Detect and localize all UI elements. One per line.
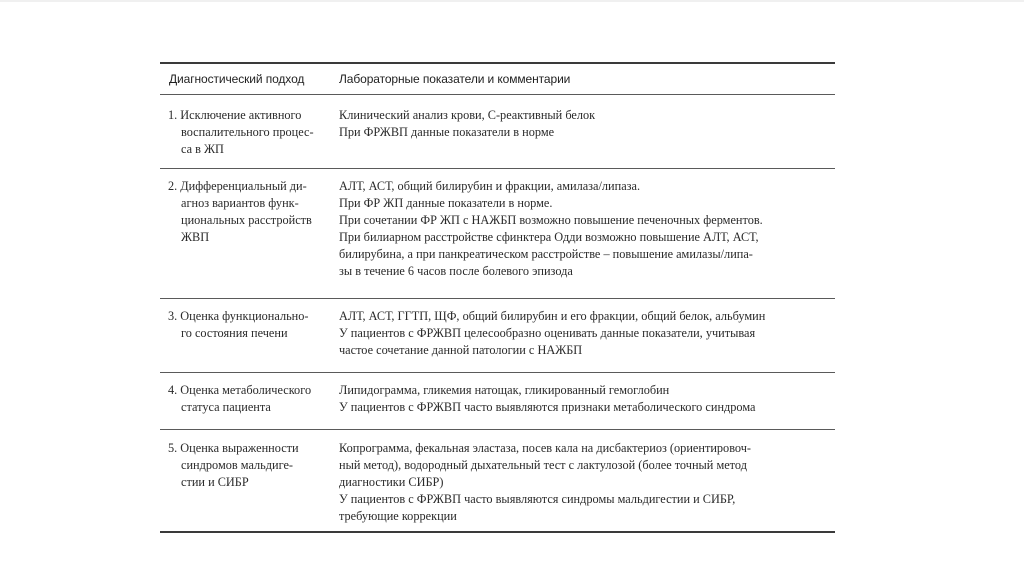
approach-line: агноз вариантов функ- <box>181 196 299 210</box>
comment-line: У пациентов с ФРЖВП целесообразно оценивать данные показатели, учитывая <box>339 326 756 340</box>
comment-line: АЛТ, АСТ, общий билирубин и фракции, амилаза/липаза. <box>339 179 641 193</box>
row-approach <box>160 440 338 531</box>
approach-line: статуса пациента <box>181 400 271 414</box>
comment-line: Копрограмма, фекальная эластаза, посев кала на дисбактериоз (ориентировоч- <box>339 441 752 455</box>
row-comments <box>338 382 835 429</box>
table-row <box>160 299 835 372</box>
comment-line: При сочетании ФР ЖП с НАЖБП возможно повышение печеночных ферментов. <box>339 213 763 227</box>
approach-line: 2. Дифференциальный ди- <box>168 179 307 193</box>
diagnostic-table <box>160 62 835 533</box>
approach-line: са в ЖП <box>181 142 224 156</box>
comment-line: Клинический анализ крови, С-реактивный белок <box>339 108 596 122</box>
row-comments <box>338 107 835 168</box>
comment-line: При билиарном расстройстве сфинктера Одди возможно повышение АЛТ, АСТ, <box>339 230 759 244</box>
approach-line: 4. Оценка метаболического <box>168 383 312 397</box>
approach-line: стии и СИБР <box>181 475 249 489</box>
approach-line: воспалительного процес- <box>181 125 314 139</box>
slide-top-edge <box>0 0 1024 2</box>
approach-line: синдромов мальдиге- <box>181 458 294 472</box>
row-approach <box>160 382 338 429</box>
approach-line: 5. Оценка выраженности <box>168 441 299 455</box>
table-row <box>160 373 835 429</box>
row-approach <box>160 107 338 168</box>
comment-line: При ФРЖВП данные показатели в норме <box>339 125 555 139</box>
comment-line: ный метод), водородный дыхательный тест с лактулозой (более точный метод <box>339 458 747 472</box>
row-comments <box>338 178 835 298</box>
approach-line: циональных расстройств <box>181 213 312 227</box>
comment-line: У пациентов с ФРЖВП часто выявляются признаки метаболического синдрома <box>339 400 756 414</box>
comment-line: Липидограмма, гликемия натощак, гликированный гемоглобин <box>339 383 670 397</box>
approach-line: 1. Исключение активного <box>168 108 302 122</box>
header-approach: Диагностический подход <box>169 72 305 86</box>
comment-line: частое сочетание данной патологии с НАЖБП <box>339 343 583 357</box>
approach-line: го состояния печени <box>181 326 288 340</box>
comment-line: билирубина, а при панкреатическом расстройстве – повышение амилазы/липа- <box>339 247 753 261</box>
comment-line: При ФР ЖП данные показатели в норме. <box>339 196 553 210</box>
row-comments <box>338 440 835 531</box>
table-row <box>160 95 835 168</box>
row-approach <box>160 178 338 298</box>
comment-line: У пациентов с ФРЖВП часто выявляются синдромы мальдигестии и СИБР, <box>339 492 736 506</box>
table-header-row <box>160 64 835 94</box>
comment-line: зы в течение 6 часов после болевого эпизода <box>339 264 573 278</box>
table-row <box>160 430 835 531</box>
comment-line: требующие коррекции <box>339 509 457 523</box>
comment-line: диагностики СИБР) <box>339 475 444 489</box>
comment-line: АЛТ, АСТ, ГГТП, ЩФ, общий билирубин и его фракции, общий белок, альбумин <box>339 309 766 323</box>
row-approach <box>160 308 338 372</box>
approach-line: 3. Оценка функционально- <box>168 309 309 323</box>
approach-line: ЖВП <box>181 230 210 244</box>
table-bottom-rule <box>160 531 835 533</box>
row-comments <box>338 308 835 372</box>
table-row <box>160 169 835 298</box>
header-comments: Лабораторные показатели и комментарии <box>339 72 571 86</box>
